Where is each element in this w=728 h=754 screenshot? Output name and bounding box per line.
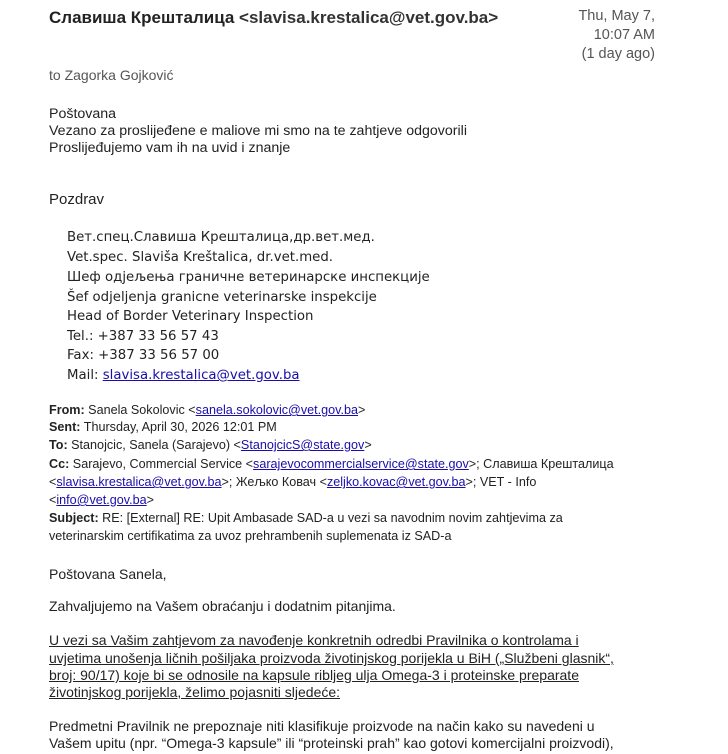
message-date: [578, 7, 655, 64]
quoted-sent: [49, 419, 277, 437]
cc-email-link-1[interactable]: sarajevocommercialservice@state.gov: [253, 457, 469, 471]
reply-p2-line-2: Vašem upitu (npr. “Omega-3 kapsule” ili “proteinski prah” kao gotovi komercijalni proizvodi),: [49, 735, 614, 751]
reply-p1-line-1: U vezi sa Vašim zahtjevom za navođenje konkretnih odredbi Pravilnika o kontrolama i: [49, 632, 579, 648]
quoted-from: [49, 402, 365, 420]
quoted-subject-line-1: [49, 510, 563, 528]
reply-p1-line-3: broj: 90/17) koje bi se odnosile na kapsule ribljeg ulja Omega-3 i proteinske preparate: [49, 667, 579, 683]
sender-line: [49, 7, 498, 29]
cc-lt-2: <: [49, 475, 57, 489]
sender-name[interactable]: Славиша Крешталица: [49, 8, 235, 27]
cc-end: >: [146, 493, 154, 507]
quoted-cc-line-1: [49, 456, 614, 474]
to-email-link[interactable]: StanojcicS@state.gov: [240, 438, 365, 452]
cc-lt-4: <: [49, 493, 57, 507]
to-end: >: [364, 438, 372, 452]
signature-line-5: Head of Border Veterinary Inspection: [67, 309, 314, 324]
cc-label: Cc:: [49, 457, 70, 471]
quoted-cc-line-2: [49, 474, 536, 492]
quoted-subject-line-2: veterinarskim certifikatima za uvoz prehrambenih suplemenata iz SAD-a: [49, 529, 452, 543]
signature-tel: Tel.: +387 33 56 57 43: [67, 329, 219, 344]
from-label: From:: [49, 403, 85, 417]
to-name: Stanojcic, Sanela (Sarajevo) <: [67, 438, 241, 452]
date-line: Thu, May 7,: [578, 8, 655, 24]
relative-time: (1 day ago): [581, 46, 655, 62]
signature-fax: Fax: +387 33 56 57 00: [67, 348, 220, 363]
cc-email-link-3[interactable]: zeljko.kovac@vet.gov.ba: [326, 475, 466, 489]
reply-p1-line-4: životinjskog porijekla, želimo pojasniti sljedeće:: [49, 684, 341, 700]
reply-p2-line-1: Predmetni Pravilnik ne prepoznaje niti klasifikuje proizvode na način kako su navedeni u: [49, 718, 595, 734]
signature-line-2: Vet.spec. Slaviša Kreštalica, dr.vet.med.: [67, 250, 334, 265]
reply-thanks: Zahvaljujemo na Vašem obraćanju i dodatnim pitanjima.: [49, 598, 396, 614]
cc-name-3: >; Жељко Ковач <: [221, 475, 327, 489]
cc-email-link-2[interactable]: slavisa.krestalica@vet.gov.ba: [56, 475, 222, 489]
from-name: Sanela Sokolovic <: [84, 403, 196, 417]
signature-mail: [67, 366, 300, 386]
time-line: 10:07 AM: [593, 27, 655, 43]
body-line-2: Prosliјeđujemo vam ih na uvid i znanje: [49, 140, 291, 156]
recipient-line[interactable]: to Zagorka Gojković: [49, 67, 174, 83]
subject-text-1: RE: [External] RE: Upit Ambasade SAD-a u vezi sa navodnim novim zahtjevima za: [98, 511, 563, 525]
to-label: To:: [49, 438, 68, 452]
signature-line-4: Šef odjeljenja granicne veterinarske inspekcije: [67, 290, 377, 305]
signature-mail-link[interactable]: slavisa.krestalica@vet.gov.ba: [102, 368, 300, 383]
quoted-to: [49, 437, 372, 455]
signature-line-3: Шеф одјељења граничне ветеринарске инспекције: [67, 270, 430, 285]
cc-name-4: >; VET - Info: [465, 475, 537, 489]
signature-line-1: Вет.спец.Славиша Крешталица,др.вет.мед.: [67, 230, 375, 245]
cc-email-link-4[interactable]: info@vet.gov.ba: [56, 493, 147, 507]
sender-email[interactable]: <slavisa.krestalica@vet.gov.ba>: [239, 8, 499, 27]
greeting: Poštovana: [49, 106, 117, 122]
quoted-cc-line-3: [49, 492, 154, 510]
cc-name-1: Sarajevo, Commercial Service <: [69, 457, 254, 471]
reply-p1-line-2: uvjetima unošenja ličnih pošiljaka proizvoda životinjskog porijekla u BiH („Službeni glasnik“,: [49, 650, 614, 666]
mail-label: Mail:: [67, 368, 103, 383]
cc-name-2: >; Славиша Крешталица: [468, 457, 614, 471]
sent-label: Sent:: [49, 420, 81, 434]
body-line-1: Vezano za proslijeđene e maliove mi smo na te zahtjeve odgovorili: [49, 123, 467, 139]
from-email-link[interactable]: sanela.sokolovic@vet.gov.ba: [195, 403, 359, 417]
closing: Pozdrav: [49, 191, 105, 208]
sent-value: Thursday, April 30, 2026 12:01 PM: [80, 420, 277, 434]
reply-greeting: Poštovana Sanela,: [49, 566, 167, 582]
subject-label: Subject:: [49, 511, 99, 525]
from-end: >: [358, 403, 366, 417]
